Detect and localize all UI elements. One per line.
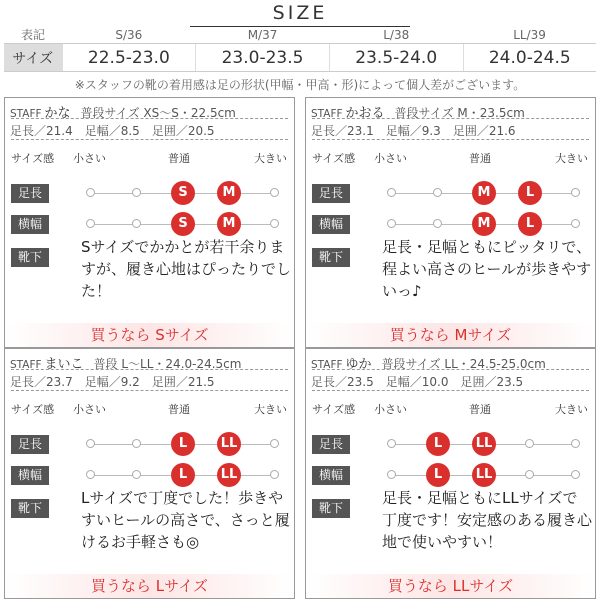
scale-dot [571, 188, 580, 197]
usual-size: 普段サイズ LL・24.5-25.0cm [381, 357, 546, 371]
size-range-cell: 23.0-23.5 [196, 44, 330, 72]
size-marker-length: L [518, 181, 542, 205]
scale-dot [433, 188, 442, 197]
recommended-size: 買うなら LLサイズ [306, 574, 595, 598]
size-marker-length: LL [472, 432, 496, 456]
staff-label: STAFF [311, 108, 343, 120]
size-marker-length: LL [217, 432, 241, 456]
divider [312, 390, 589, 391]
size-marker-width: L [518, 212, 542, 236]
scale-dot [571, 439, 580, 448]
usual-size: 普段サイズ M・23.5cm [394, 106, 525, 120]
scale-dot [86, 439, 95, 448]
scale-dot [270, 219, 279, 228]
recommended-size: 買うなら Lサイズ [5, 574, 294, 598]
scale-small-label: 小さい [374, 403, 407, 416]
size-header-cell: S/36 [115, 27, 143, 42]
staff-name: まいこ [44, 357, 84, 372]
foot-girth: 足囲／21.6 [452, 124, 516, 138]
size-marker-width: M [472, 212, 496, 236]
row-tag-width: 横幅 [11, 466, 49, 485]
staff-card [305, 97, 596, 348]
scale-mid-label: 普通 [168, 152, 190, 165]
staff-name: かな [44, 106, 71, 121]
scale-big-label: 大きい [254, 403, 287, 416]
size-marker-width: M [217, 212, 241, 236]
staff-card [4, 97, 295, 348]
size-marker-width: LL [217, 463, 241, 487]
recommended-size: 買うなら Mサイズ [306, 323, 595, 347]
scale-dot [86, 470, 95, 479]
row-tag-socks: 靴下 [11, 248, 49, 267]
scale-big-label: 大きい [254, 152, 287, 165]
scale-mid-label: 普通 [469, 403, 491, 416]
scale-dot [270, 188, 279, 197]
scale-dot [525, 470, 534, 479]
scale-dot [571, 470, 580, 479]
divider [312, 139, 589, 140]
size-marker-length: S [171, 181, 195, 205]
staff-card [4, 348, 295, 599]
foot-length: 足長／21.4 [10, 124, 73, 138]
page-title: SIZE [272, 2, 328, 24]
divider [11, 369, 288, 370]
scale-dot [86, 219, 95, 228]
foot-measurements [10, 373, 215, 390]
recommended-size: 買うなら Sサイズ [5, 323, 294, 347]
scale-small-label: 小さい [374, 152, 407, 165]
size-header-cell: LL/39 [513, 27, 546, 42]
divider [11, 390, 288, 391]
foot-length: 足長／23.7 [10, 375, 73, 389]
row-tag-socks: 靴下 [312, 499, 350, 518]
scale-dot [132, 188, 141, 197]
size-header-cell: L/38 [383, 27, 410, 42]
scale-dot [387, 219, 396, 228]
divider [11, 118, 288, 119]
staff-label: STAFF [311, 359, 343, 371]
scale-dot [433, 219, 442, 228]
row-tag-length: 足長 [11, 184, 49, 203]
foot-width: 足幅／9.3 [385, 124, 441, 138]
divider [11, 139, 288, 140]
staff-name: ゆか [345, 357, 372, 372]
size-table-header-row [4, 26, 596, 44]
scale-dot [270, 470, 279, 479]
size-marker-width: L [426, 463, 450, 487]
usual-size: 普段 L〜LL・24.0-24.5cm [93, 357, 242, 371]
size-marker-length: L [171, 432, 195, 456]
size-marker-width: LL [472, 463, 496, 487]
foot-width: 足幅／10.0 [385, 375, 449, 389]
scale-dot [132, 470, 141, 479]
divider [312, 369, 589, 370]
size-marker-length: M [217, 181, 241, 205]
scale-dot [132, 439, 141, 448]
row-tag-width: 横幅 [312, 466, 350, 485]
scale-dot [132, 219, 141, 228]
foot-measurements [311, 373, 523, 390]
staff-comment: 足長・足幅ともにLLサイズで丁度です！安定感のある履き心地で使いやすい！ [382, 489, 593, 551]
foot-length: 足長／23.5 [311, 375, 374, 389]
scale-big-label: 大きい [555, 403, 588, 416]
divider [312, 118, 589, 119]
staff-label: STAFF [10, 359, 42, 371]
scale-dot [571, 219, 580, 228]
row-tag-length: 足長 [312, 184, 350, 203]
staff-name: かおる [345, 106, 385, 121]
size-table-body-row [4, 44, 596, 72]
staff-comment: Sサイズでかかとが若干余りますが、履き心地はぴったりでした！ [81, 238, 292, 300]
size-table [4, 26, 596, 72]
foot-measurements [311, 122, 516, 139]
staff-card [305, 348, 596, 599]
scale-dot [86, 188, 95, 197]
scale-category-label: サイズ感 [11, 403, 55, 416]
size-range-cell: 24.0-24.5 [463, 44, 596, 72]
foot-girth: 足囲／21.5 [151, 375, 215, 389]
scale-category-label: サイズ感 [312, 152, 356, 165]
usual-size: 普段サイズ XS〜S・22.5cm [80, 106, 236, 120]
size-marker-length: M [472, 181, 496, 205]
size-range-cell: 23.5-24.0 [329, 44, 463, 72]
scale-big-label: 大きい [555, 152, 588, 165]
row-tag-width: 横幅 [11, 215, 49, 234]
size-range-cell: 22.5-23.0 [62, 44, 196, 72]
row-tag-length: 足長 [11, 435, 49, 454]
size-marker-width: L [171, 463, 195, 487]
size-marker-length: L [426, 432, 450, 456]
scale-small-label: 小さい [73, 403, 106, 416]
scale-dot [270, 439, 279, 448]
foot-width: 足幅／9.2 [84, 375, 140, 389]
fit-disclaimer-note: ※スタッフの靴の着用感は足の形状(甲幅・甲高・形)によって個人差がございます。 [74, 78, 526, 92]
scale-mid-label: 普通 [168, 403, 190, 416]
row-tag-socks: 靴下 [312, 248, 350, 267]
scale-mid-label: 普通 [469, 152, 491, 165]
scale-dot [525, 439, 534, 448]
scale-small-label: 小さい [73, 152, 106, 165]
foot-length: 足長／23.1 [311, 124, 374, 138]
row-tag-width: 横幅 [312, 215, 350, 234]
staff-comment: 足長・足幅ともにピッタリで、程よい高さのヒールが歩きやすいっ♪ [382, 238, 592, 300]
staff-label: STAFF [10, 108, 42, 120]
size-marker-width: S [171, 212, 195, 236]
scale-dot [387, 439, 396, 448]
size-header-cell: M/37 [247, 27, 278, 42]
size-table-header-label: 表記 [20, 28, 45, 42]
foot-width: 足幅／8.5 [84, 124, 140, 138]
size-table-row-label: サイズ [4, 44, 62, 72]
foot-measurements [10, 122, 215, 139]
foot-girth: 足囲／20.5 [151, 124, 215, 138]
foot-girth: 足囲／23.5 [460, 375, 524, 389]
row-tag-socks: 靴下 [11, 499, 49, 518]
scale-dot [387, 188, 396, 197]
scale-dot [387, 470, 396, 479]
scale-category-label: サイズ感 [312, 403, 356, 416]
scale-category-label: サイズ感 [11, 152, 55, 165]
staff-comment: Lサイズで丁度でした！歩きやすいヒールの高さで、さっと履けるお手軽さも◎ [81, 489, 290, 551]
row-tag-length: 足長 [312, 435, 350, 454]
